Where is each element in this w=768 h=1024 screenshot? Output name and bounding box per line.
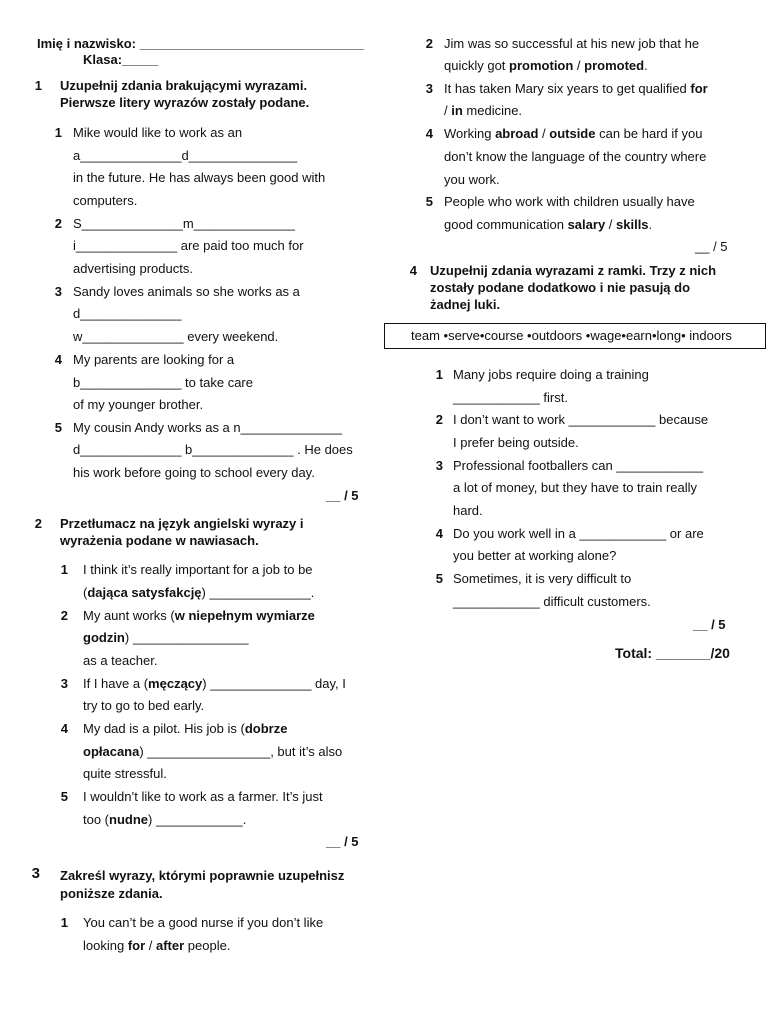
ex3-item5-option2[interactable]: skills bbox=[616, 217, 649, 232]
ex3-item2-line1: Jim was so successful at his new job that he bbox=[444, 36, 700, 51]
total-label: Total: bbox=[615, 645, 653, 661]
ex2-item2-line3: as a teacher. bbox=[83, 653, 158, 668]
ex4-item3-line2: a lot of money, but they have to train really bbox=[453, 480, 698, 495]
ex3-item2-line2: quickly got promotion / promoted. bbox=[444, 58, 648, 73]
ex4-item2-line2: I prefer being outside. bbox=[453, 435, 579, 450]
name-blank: _______________________________ bbox=[139, 36, 364, 51]
ex4-item4-line1: Do you work well in a ____________ or are bbox=[453, 526, 704, 541]
ex2-item1-line1: I think it’s really important for a job to be bbox=[83, 562, 313, 577]
total-value: _______/20 bbox=[655, 645, 730, 661]
class-blank: _____ bbox=[122, 52, 159, 67]
ex1-item-number: 1 bbox=[54, 125, 62, 140]
ex4-instruction-line2: zostały podane dodatkowo i nie pasują do bbox=[430, 280, 691, 295]
ex1-item1-line2: a______________d_______________ bbox=[73, 148, 298, 163]
ex1-item4-line3: of my younger brother. bbox=[73, 397, 204, 412]
ex3-item-number: 5 bbox=[425, 194, 433, 209]
ex2-item-number: 4 bbox=[60, 721, 68, 736]
ex2-instruction-line1: Przetłumacz na język angielski wyrazy i bbox=[60, 516, 304, 531]
ex3-item1-line1: You can’t be a good nurse if you don’t like bbox=[83, 915, 324, 930]
ex4-item3-line3: hard. bbox=[453, 503, 483, 518]
ex3-item4-option2[interactable]: outside bbox=[549, 126, 596, 141]
ex2-item5-line1: I wouldn’t like to work as a farmer. It’s just bbox=[83, 789, 323, 804]
ex3-item3-line2: / in medicine. bbox=[444, 103, 523, 118]
ex3-item-number: 1 bbox=[60, 915, 68, 930]
ex4-item-number: 3 bbox=[435, 458, 443, 473]
ex4-instruction-line1: Uzupełnij zdania wyrazami z ramki. Trzy z nich bbox=[430, 263, 717, 278]
ex3-item1-option2[interactable]: after bbox=[156, 938, 185, 953]
ex2-item4-line3: quite stressful. bbox=[83, 766, 167, 781]
ex1-item2-line3: advertising products. bbox=[73, 261, 193, 276]
ex3-item2-option1[interactable]: promotion bbox=[509, 58, 574, 73]
word-box-text: team •serve•course •outdoors •wage•earn•long• indoors bbox=[411, 328, 732, 343]
ex1-item3-line2: d______________ bbox=[73, 306, 182, 321]
ex3-item4-option1[interactable]: abroad bbox=[495, 126, 539, 141]
ex4-number: 4 bbox=[409, 263, 417, 278]
ex3-item4-line1: Working abroad / outside can be hard if you bbox=[444, 126, 703, 141]
ex3-item3-line1: It has taken Mary six years to get qualified for bbox=[444, 81, 708, 96]
ex3-item1-option1[interactable]: for bbox=[127, 938, 146, 953]
ex1-number: 1 bbox=[34, 78, 42, 93]
ex2-item3-line1: If I have a (męczący) ______________ day, I bbox=[83, 676, 346, 691]
ex3-item1-line2: looking for / after people. bbox=[83, 938, 231, 953]
ex3-instruction-line2: poniższe zdania. bbox=[60, 886, 163, 901]
ex2-item2-line2: godzin) ________________ bbox=[83, 630, 249, 645]
ex2-score: __ / 5 bbox=[326, 834, 359, 849]
ex1-item-number: 5 bbox=[54, 420, 62, 435]
ex1-item3-line1: Sandy loves animals so she works as a bbox=[73, 284, 300, 299]
name-label: Imię i nazwisko: _______________________________ bbox=[37, 36, 364, 51]
ex4-score: __ / 5 bbox=[693, 617, 726, 632]
word-box bbox=[384, 323, 766, 349]
ex2-item4-line1: My dad is a pilot. His job is (dobrze bbox=[83, 721, 288, 736]
ex3-number: 3 bbox=[31, 865, 40, 882]
ex3-item3-option1[interactable]: for bbox=[690, 81, 708, 96]
ex1-item4-line2: b______________ to take care bbox=[73, 375, 253, 390]
ex1-item-number: 2 bbox=[54, 216, 62, 231]
ex3-item4-line2: don’t know the language of the country where bbox=[444, 149, 707, 164]
ex4-item5-line1: Sometimes, it is very difficult to bbox=[453, 571, 632, 586]
ex3-score: __ / 5 bbox=[695, 239, 728, 254]
ex1-item2-line1: S______________m______________ bbox=[73, 216, 295, 231]
ex1-item4-line1: My parents are looking for a bbox=[73, 352, 235, 367]
ex3-item5-option1[interactable]: salary bbox=[567, 217, 606, 232]
ex1-item5-line3: his work before going to school every day. bbox=[73, 465, 315, 480]
ex2-item3-line2: try to go to bed early. bbox=[83, 698, 205, 713]
ex2-item5-line2: too (nudne) ____________. bbox=[83, 812, 247, 827]
ex4-item1-line1: Many jobs require doing a training bbox=[453, 367, 649, 382]
ex1-item-number: 3 bbox=[54, 284, 62, 299]
ex4-item3-line1: Professional footballers can ____________ bbox=[453, 458, 704, 473]
ex3-item-number: 4 bbox=[425, 126, 433, 141]
ex1-item5-line2: d______________ b______________ . He does bbox=[73, 442, 353, 457]
ex2-instruction-line2: wyrażenia podane w nawiasach. bbox=[60, 533, 259, 548]
ex1-item3-line3: w______________ every weekend. bbox=[73, 329, 279, 344]
ex1-instruction-line1: Uzupełnij zdania brakującymi wyrazami. bbox=[60, 78, 308, 93]
ex1-item2-line2: i______________ are paid too much for bbox=[73, 238, 304, 253]
ex1-item1-line4: computers. bbox=[73, 193, 138, 208]
ex4-item-number: 4 bbox=[435, 526, 443, 541]
class-label: Klasa:_____ bbox=[83, 52, 159, 67]
ex3-item3-option2[interactable]: in bbox=[451, 103, 463, 118]
ex1-item-number: 4 bbox=[54, 352, 62, 367]
ex3-item-number: 2 bbox=[425, 36, 433, 51]
ex2-item2-line1: My aunt works (w niepełnym wymiarze bbox=[83, 608, 315, 623]
ex4-item2-line1: I don’t want to work ____________ because bbox=[453, 412, 709, 427]
ex2-item-number: 2 bbox=[60, 608, 68, 623]
ex2-item-number: 5 bbox=[60, 789, 68, 804]
ex3-item2-option2[interactable]: promoted bbox=[584, 58, 645, 73]
ex4-item1-line2: ____________ first. bbox=[453, 390, 568, 405]
ex2-item-number: 1 bbox=[60, 562, 68, 577]
ex2-item-number: 3 bbox=[60, 676, 68, 691]
ex1-score: __ / 5 bbox=[326, 488, 359, 503]
ex4-item-number: 5 bbox=[435, 571, 443, 586]
ex4-instruction-line3: żadnej luki. bbox=[430, 297, 501, 312]
ex3-item4-line3: you work. bbox=[444, 172, 500, 187]
ex1-item1-line3: in the future. He has always been good with bbox=[73, 170, 326, 185]
ex2-item1-line2: (dająca satysfakcję) ______________. bbox=[83, 585, 315, 600]
ex1-item1-line1: Mike would like to work as an bbox=[73, 125, 243, 140]
ex3-item5-line1: People who work with children usually have bbox=[444, 194, 695, 209]
ex3-item-number: 3 bbox=[425, 81, 433, 96]
ex4-item4-line2: you better at working alone? bbox=[453, 548, 617, 563]
total-score bbox=[615, 645, 730, 661]
ex4-item5-line2: ____________ difficult customers. bbox=[453, 594, 651, 609]
ex4-item-number: 1 bbox=[435, 367, 443, 382]
ex3-instruction-line1: Zakreśl wyrazy, którymi poprawnie uzupełnisz bbox=[60, 868, 345, 883]
ex2-item4-line2: opłacana) _________________, but it’s also bbox=[83, 744, 343, 759]
ex1-instruction-line2: Pierwsze litery wyrazów zostały podane. bbox=[60, 95, 310, 110]
ex2-number: 2 bbox=[34, 516, 42, 531]
ex1-item5-line1: My cousin Andy works as a n______________ bbox=[73, 420, 342, 435]
ex4-item-number: 2 bbox=[435, 412, 443, 427]
ex3-item5-line2: good communication salary / skills. bbox=[444, 217, 653, 232]
